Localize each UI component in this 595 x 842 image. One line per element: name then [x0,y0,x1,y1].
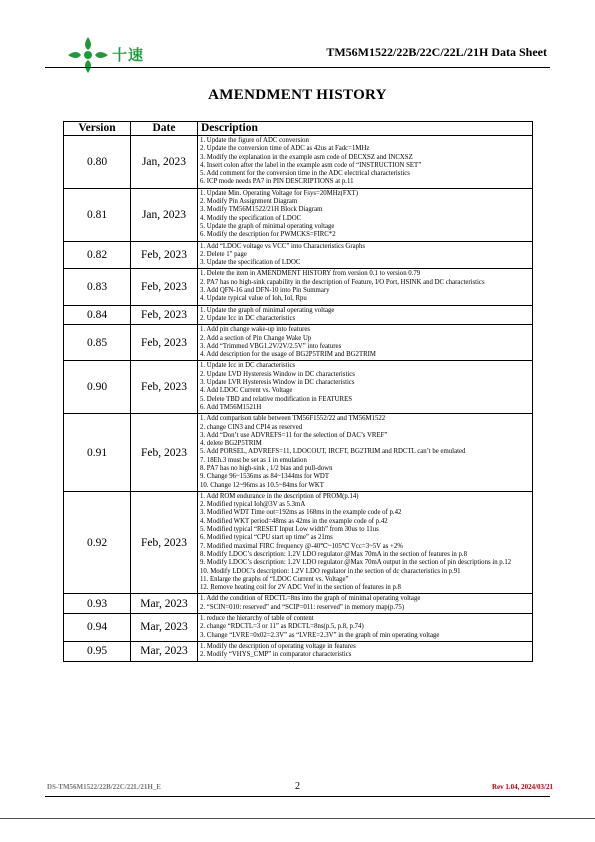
description-item: 2. Delete 1" page [200,250,247,258]
footer-page-number: 2 [295,781,300,792]
description-item: 8. PA7 has no high-sink , 1/2 bias and pull-down [200,464,333,472]
description-item: 10. Modify LDOC’s description: 1.2V LDO regulator in the section of dc characteristics in p.91 [200,567,461,575]
description-item: 4. delete BG2P5TRIM [200,440,262,448]
description-cell [198,325,533,361]
description-item: 11. Enlarge the graphs of “LDOC Current vs. Voltage” [200,575,349,583]
description-item: 5. Add PORSEL, ADVREFS=11, LDOCOUT, IRCFT, BG2TRIM and RDCTL can’t be emulated [200,448,466,456]
description-cell [198,641,533,661]
date-cell: Feb, 2023 [131,491,198,594]
table-row [64,491,533,594]
header-divider [45,67,550,68]
description-cell [198,361,533,414]
description-item: 1. Update the graph of minimal operating voltage [200,306,335,314]
table-header-row [64,122,533,136]
description-item: 3. Modify the explanation in the example asm code of DECXSZ and INCXSZ [200,153,413,161]
description-item: 2. Modified typical Ioh@3V as 5.3mA [200,501,306,509]
table-row [64,594,533,614]
description-item: 4. Update typical value of Ioh, Iol, Rpu [200,295,307,303]
description-item: 4. Modify the specification of LDOC [200,214,302,222]
description-cell [198,136,533,189]
description-item: 5. Add comment for the conversion time in the ADC electrical characteristics [200,170,410,178]
description-item: 1. Update Icc in DC characteristics [200,362,296,370]
version-cell: 0.81 [64,188,131,241]
description-item: 2. Update LVD Hysteresis Window in DC characteristics [200,370,355,378]
description-column-header: Description [198,122,533,136]
description-item: 4. Add description for the usage of BG2P5TRIM and BG2TRIM [200,351,376,359]
description-item: 7. Modified maximal FIRC frequency @-40℃~105℃ Vcc=3~5V as +2% [200,542,403,550]
description-item: 2. PA7 has no high-sink capability in the description of Feature, I/O Port, HSINK and DC characteristics [200,278,485,286]
description-item: 1. Add comparison table between TM56F1552/22 and TM56M1522 [200,415,386,423]
description-cell [198,414,533,492]
description-item: 4. Add LDOC Current vs. Voltage [200,387,293,395]
table-row [64,188,533,241]
version-cell: 0.95 [64,641,131,661]
description-item: 3. Add QFN-16 and DFN-10 into Pin Summary [200,287,330,295]
description-item: 2. Modify Pin Assignment Diagram [200,198,298,206]
date-cell: Mar, 2023 [131,641,198,661]
date-cell: Jan, 2023 [131,136,198,189]
table-row [64,241,533,269]
description-item: 1. Update Min. Operating Voltage for Fsys=20MHz(FXT) [200,189,359,197]
description-item: 12. Remove heating coil for 2V ADC Vref in the section of features in p.8 [200,584,401,592]
footer-revision: Rev 1.04, 2024/03/21 [491,783,553,791]
description-item: 6. Add TM56M1521H [200,403,262,411]
description-cell [198,305,533,325]
table-row [64,136,533,189]
document-title: TM56M1522/22B/22C/22L/21H Data Sheet [326,45,547,59]
table-row [64,614,533,642]
table-body [64,136,533,662]
description-cell [198,188,533,241]
date-cell: Jan, 2023 [131,188,198,241]
logo-text: 十速 [112,46,145,64]
description-item: 2. “SCIN=010: reserved” and “SCIP=011: reserved” in memory map(p.75) [200,603,405,611]
description-cell [198,594,533,614]
description-item: 2. Add a section of Pin Change Wake Up [200,334,312,342]
description-item: 5. Modified typical “RESET Input Low width” from 30us to 11us [200,526,379,534]
description-item: 1. Add ROM endurance in the description of PROM(p.14) [200,492,359,500]
description-item: 1. Add pin change wake-up into features [200,326,311,334]
description-item: 3. Add “Trimmed VBG1.2V/2V/2.5V” into features [200,342,342,350]
description-item: 1. Update the figure of ADC conversion [200,137,309,144]
table-row [64,269,533,305]
description-item: 1. Add “LDOC voltage vs VCC” into Characteristics Graphs [200,242,366,250]
description-item: 5. Update the graph of minimal operating voltage [200,222,335,230]
description-item: 6. Modify the description for PWMCKS=FIRC*2 [200,231,336,239]
amendment-history-table [63,121,533,662]
page-bottom-rule [0,818,595,819]
date-column-header: Date [131,122,198,136]
footer-divider [45,796,550,797]
description-item: 8. Modify LDOC’s description: 1.2V LDO regulator @Max 70mA in the section of features in p.8 [200,550,468,558]
description-item: 3. Update LVR Hysteresis Window in DC characteristics [200,379,355,387]
page-title: AMENDMENT HISTORY [208,87,387,103]
description-item: 2. Update Icc in DC characteristics [200,314,296,322]
description-item: 2. change CIN3 and CPI4 as reserved [200,423,303,431]
description-item: 2. change “RDCTL=3 or 11” as RDCTL=8ns(p.5, p.8, p.74) [200,623,364,631]
description-item: 4. Insert colon after the label in the example asm code of “INSTRUCTION SET” [200,161,422,169]
table-row [64,325,533,361]
description-item: 2. Update the conversion time of ADC as 42us at Fadc=1MHz [200,145,370,153]
description-item: 3. Modified WDT Time out=192ms as 168ms in the example code of p.42 [200,509,402,517]
description-cell [198,614,533,642]
page-header [0,0,595,80]
date-cell: Feb, 2023 [131,414,198,492]
version-cell: 0.84 [64,305,131,325]
date-cell: Feb, 2023 [131,269,198,305]
date-cell: Mar, 2023 [131,614,198,642]
version-cell: 0.85 [64,325,131,361]
version-column-header: Version [64,122,131,136]
version-cell: 0.80 [64,136,131,189]
description-item: 3. Modify TM56M1522/21H Block Diagram [200,206,323,214]
company-logo [66,35,216,75]
description-item: 4. Modified WKT period=48ms as 42ms in the example code of p.42 [200,517,388,525]
description-item: 9. Change 96~1536ms as 84~1344ms for WDT [200,473,329,481]
date-cell: Mar, 2023 [131,594,198,614]
description-cell [198,491,533,594]
description-item: 3. Change “LVRE=0x02=2.3V” as “LVRE=2.3V” in the graph of min operating voltage [200,631,440,639]
description-cell [198,269,533,305]
description-item: 1. reduce the hierarchy of table of content [200,615,314,623]
table-row [64,641,533,661]
version-cell: 0.83 [64,269,131,305]
version-cell: 0.94 [64,614,131,642]
description-item: 1. Add the condition of RDCTL=8ns into the graph of minimal operating voltage [200,595,421,603]
description-item: 5. Delete TBD and relative modification in FEATURES [200,395,353,403]
description-item: 2. Modify “VHYS_CMP” in comparator characteristics [200,651,352,659]
version-cell: 0.82 [64,241,131,269]
date-cell: Feb, 2023 [131,325,198,361]
description-item: 1. Modify the description of operating voltage in features [200,642,356,650]
description-item: 7. 18Eh.3 must be set as 1 in emulation [200,456,307,464]
table-row [64,414,533,492]
date-cell: Feb, 2023 [131,305,198,325]
description-item: 10. Change 12~96ms as 10.5~84ms for WKT [200,481,324,489]
description-item: 9. Modify LDOC’s description: 1.2V LDO regulator @Max 70mA output in the section of pin descriptions in p.12 [200,559,512,567]
version-cell: 0.93 [64,594,131,614]
table-row [64,305,533,325]
logo-mark-icon [66,35,110,75]
date-cell: Feb, 2023 [131,361,198,414]
table-row [64,361,533,414]
version-cell: 0.90 [64,361,131,414]
description-item: 3. Update the specification of LDOC [200,259,301,267]
date-cell: Feb, 2023 [131,241,198,269]
description-item: 6. ICP mode needs PA7 in PIN DESCRIPTIONS at p.11 [200,178,354,186]
version-cell: 0.92 [64,491,131,594]
description-cell [198,241,533,269]
version-cell: 0.91 [64,414,131,492]
description-item: 3. Add “Don’t use ADVREFS=11 for the selection of DAC’s VREF” [200,431,388,439]
footer-doc-id: DS-TM56M1522/22B/22C/22L/21H_E [47,783,161,791]
description-item: 6. Modified typical “CPU start up time” as 21ms [200,534,333,542]
description-item: 1. Delete the item in AMENDMENT HISTORY from version 0.1 to version 0.79 [200,270,421,278]
